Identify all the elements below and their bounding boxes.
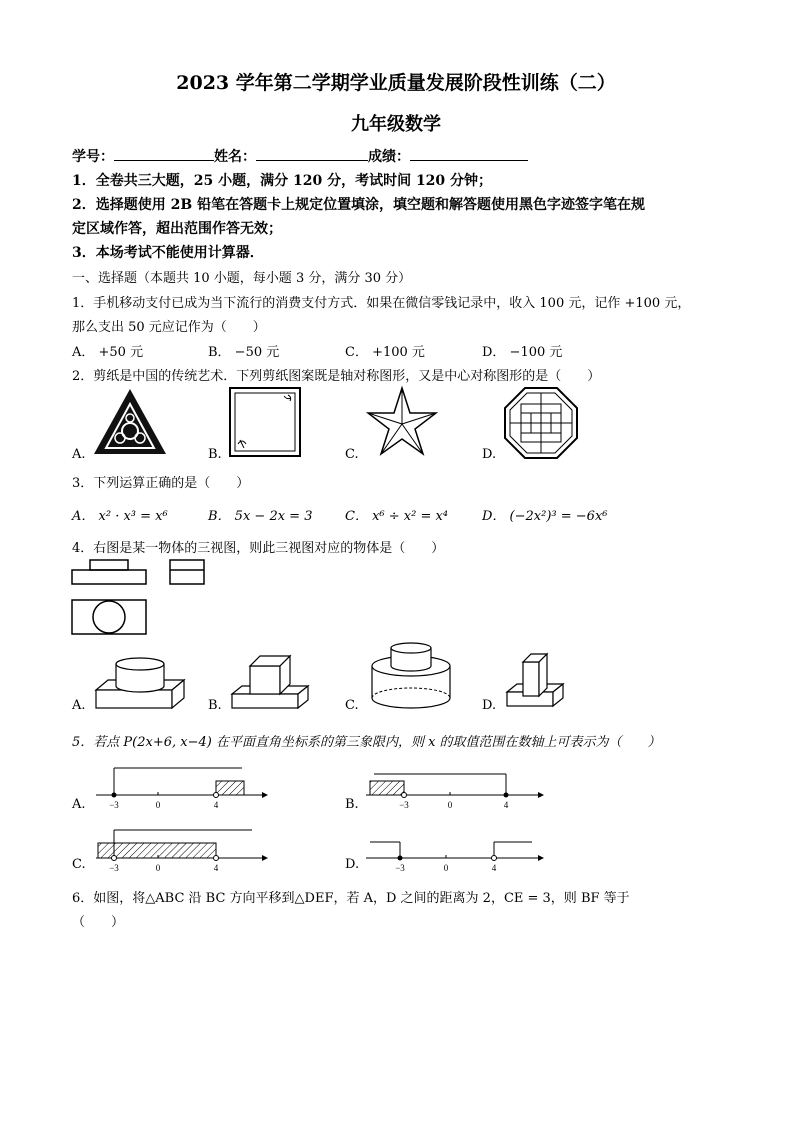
note-1: 1．全卷共三大题，25 小题，满分 120 分，考试时间 120 分钟； [72,173,493,189]
q4-option-a-label[interactable]: A. [72,698,86,713]
q2-text: 2．剪纸是中国的传统艺术．下列剪纸图案既是轴对称图形，又是中心对称图形的是（ ） [72,369,601,384]
q2-option-a-label[interactable]: A. [72,447,86,462]
solid-two-cylinders [366,636,456,714]
number-line-a [92,762,272,812]
note-2b: 定区域作答，超出范围作答无效； [72,221,282,237]
tick-neg3: −3 [109,863,119,873]
q4-option-b-label[interactable]: B. [208,698,222,713]
exam-subtitle: 九年级数学 [351,114,441,135]
q5-option-d-label[interactable]: D. [345,857,360,872]
name-blank[interactable] [256,148,368,161]
tick-0: 0 [155,863,161,873]
q5-option-c-label[interactable]: C. [72,857,86,872]
tick-4: 4 [213,800,219,810]
exam-title: 2023 学年第二学期学业质量发展阶段性训练（二） [176,72,616,94]
tick-4: 4 [213,863,219,873]
number-line-c [92,824,272,874]
number-line-d [362,824,547,874]
q3-option-b[interactable]: B． 5x − 2x = 3 [208,509,313,524]
q2-option-b-label[interactable]: B. [208,447,222,462]
papercut-triangle-image [92,386,168,458]
solid-cylinder-on-block [92,650,188,712]
name-label: 姓名： [214,149,256,165]
id-label: 学号： [72,149,114,165]
solid-tall-block [503,648,569,712]
q5-option-a-label[interactable]: A. [72,797,86,812]
note-3: 3．本场考试不能使用计算器． [72,245,264,261]
tick-neg3: −3 [399,800,409,810]
q3-option-a[interactable]: A． x² · x³ = x⁶ [72,509,168,524]
student-info-row [72,146,528,166]
tick-neg3: −3 [395,863,405,873]
tick-0: 0 [447,800,453,810]
q3-option-c[interactable]: C． x⁶ ÷ x² = x⁴ [345,509,449,524]
score-label: 成绩： [368,149,410,165]
solid-cube-on-block [228,650,314,712]
q1-option-b[interactable]: B． −50 元 [208,345,280,360]
number-line-b [362,762,547,812]
q6-line2: （ ） [72,915,125,930]
section-heading: 一、选择题（本题共 10 小题，每小题 3 分，满分 30 分） [72,271,412,286]
papercut-star-image [366,386,438,458]
tick-0: 0 [443,863,449,873]
tick-0: 0 [155,800,161,810]
q2-option-d-label[interactable]: D. [482,447,497,462]
q4-text: 4．右图是某一物体的三视图，则此三视图对应的物体是（ ） [72,541,445,556]
q3-text: 3．下列运算正确的是（ ） [72,476,250,491]
three-view-drawing [70,558,220,638]
q1-line2: 那么支出 50 元应记作为（ ） [72,320,266,335]
papercut-frame-image [228,386,302,458]
tick-4: 4 [503,800,509,810]
q5-text: 5．若点 P(2x+6, x−4) 在平面直角坐标系的第三象限内，则 x 的取值范围在数轴上可表示为（ ） [72,735,661,750]
q4-option-d-label[interactable]: D. [482,698,497,713]
q6-line1: 6．如图，将△ABC 沿 BC 方向平移到△DEF，若 A，D 之间的距离为 2，CE = 3，则 BF 等于 [72,891,630,906]
q1-line1: 1．手机移动支付已成为当下流行的消费支付方式．如果在微信零钱记录中，收入 100 元，记作 +100 元， [72,296,691,311]
note-2a: 2．选择题使用 2B 铅笔在答题卡上规定位置填涂，填空题和解答题使用黑色字迹签字笔在规 [72,197,646,213]
papercut-octagon-image [503,386,579,460]
q5-option-b-label[interactable]: B. [345,797,359,812]
q3-option-d[interactable]: D． (−2x²)³ = −6x⁶ [482,509,608,524]
q1-option-a[interactable]: A． +50 元 [72,345,144,360]
tick-neg3: −3 [109,800,119,810]
q2-option-c-label[interactable]: C. [345,447,359,462]
q1-option-d[interactable]: D． −100 元 [482,345,563,360]
score-blank[interactable] [410,148,528,161]
tick-4: 4 [491,863,497,873]
q4-option-c-label[interactable]: C. [345,698,359,713]
id-blank[interactable] [114,148,214,161]
q1-option-c[interactable]: C． +100 元 [345,345,425,360]
